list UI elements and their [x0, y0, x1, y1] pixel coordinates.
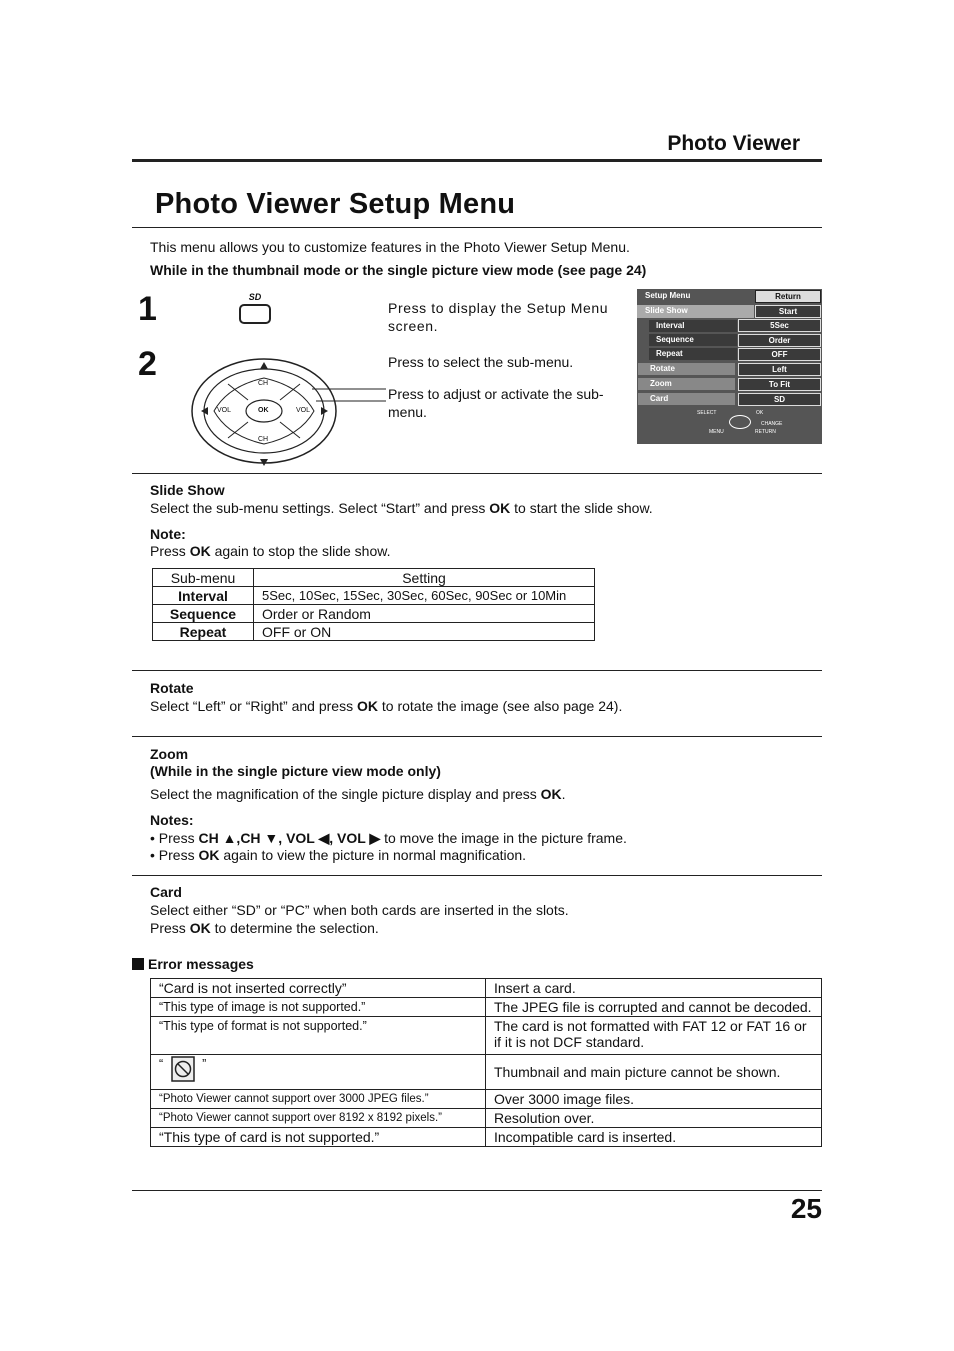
- vol-left-label: VOL: [217, 407, 232, 414]
- zoom-heading: Zoom: [150, 746, 189, 762]
- table-row: “ ” Thumbnail and main picture cannot be shown.: [151, 1055, 822, 1090]
- menu-row-value: SD: [738, 393, 821, 406]
- intro-condition: While in the thumbnail mode or the single picture view mode (see page 24): [150, 262, 647, 278]
- menu-footer-ok: OK: [756, 410, 764, 416]
- slideshow-note-heading: Note:: [150, 526, 186, 542]
- zoom-note-1: • Press CH ▲,CH ▼, VOL ◀, VOL ▶ to move the image in the picture frame.: [150, 830, 627, 846]
- menu-row-label: Card: [650, 394, 669, 403]
- table-row: “This type of card is not supported.” Incompatible card is inserted.: [151, 1128, 822, 1147]
- menu-footer-select: SELECT: [697, 410, 717, 416]
- menu-return: Return: [755, 290, 821, 303]
- table-row: “This type of format is not supported.” The card is not formatted with FAT 12 or FAT 16 or if it is not DCF standard.: [151, 1017, 822, 1055]
- menu-row-value: Start: [755, 305, 821, 318]
- card-text-1: Select either “SD” or “PC” when both cards are inserted in the slots.: [150, 902, 569, 918]
- table-row: “Photo Viewer cannot support over 3000 JPEG files.” Over 3000 image files.: [151, 1090, 822, 1109]
- slideshow-heading: Slide Show: [150, 482, 225, 498]
- table-header: Sub-menu: [153, 569, 254, 587]
- table-header-row: [153, 569, 595, 587]
- menu-footer-return: RETURN: [755, 429, 776, 435]
- rotate-heading: Rotate: [150, 680, 194, 696]
- step1-text: Press to display the Setup Menu screen.: [388, 300, 609, 334]
- zoom-notes-heading: Notes:: [150, 812, 194, 828]
- error-messages-table: [150, 978, 822, 1147]
- table-row: “Card is not inserted correctly” Insert a card.: [151, 979, 822, 998]
- menu-row-value: Left: [738, 363, 821, 376]
- menu-row-label: Rotate: [650, 364, 675, 373]
- menu-row-label: Sequence: [656, 335, 694, 344]
- table-row: “Photo Viewer cannot support over 8192 x 8192 pixels.” Resolution over.: [151, 1109, 822, 1128]
- menu-row-value: 5Sec: [738, 319, 821, 332]
- broken-picture-icon: [171, 1056, 195, 1082]
- menu-row-value: To Fit: [738, 378, 821, 391]
- table-header: Setting: [254, 569, 595, 587]
- square-bullet-icon: [132, 958, 144, 970]
- header-rule: [132, 159, 822, 162]
- footer-rule: [132, 1190, 822, 1191]
- page-title: Photo Viewer Setup Menu: [155, 188, 516, 220]
- step2-text-b: Press to adjust or activate the sub-menu.: [388, 386, 604, 420]
- section-rule: [132, 736, 822, 737]
- vol-right-label: VOL: [296, 407, 311, 414]
- step-number-1: 1: [138, 290, 157, 328]
- card-heading: Card: [150, 884, 182, 900]
- menu-row-label: Repeat: [656, 349, 683, 358]
- submenu-table: [152, 568, 595, 641]
- zoom-text: Select the magnification of the single picture display and press OK.: [150, 786, 566, 802]
- ok-label: OK: [258, 407, 269, 414]
- zoom-subheading: (While in the single picture view mode only): [150, 763, 441, 779]
- ch-up-label: CH: [258, 380, 269, 387]
- menu-row-label: Interval: [656, 321, 685, 330]
- menu-row-label: Slide Show: [645, 306, 688, 315]
- section-rule: [132, 875, 822, 876]
- card-text-2: Press OK to determine the selection.: [150, 920, 379, 936]
- rotate-text: Select “Left” or “Right” and press OK to rotate the image (see also page 24).: [150, 698, 623, 714]
- zoom-note-2: • Press OK again to view the picture in normal magnification.: [150, 847, 527, 863]
- menu-row-value: OFF: [738, 348, 821, 361]
- intro-text: This menu allows you to customize features in the Photo Viewer Setup Menu.: [150, 239, 630, 255]
- section-rule: [132, 670, 822, 671]
- section-title: Photo Viewer: [667, 132, 800, 155]
- step2-text-a: Press to select the sub-menu.: [388, 354, 574, 370]
- menu-row-label: Zoom: [650, 379, 672, 388]
- errors-heading: Error messages: [148, 956, 254, 972]
- page-number: 25: [790, 1193, 822, 1224]
- step-number-2: 2: [138, 345, 157, 383]
- menu-dpad-icon: [729, 415, 751, 429]
- menu-footer-change: CHANGE: [761, 421, 783, 427]
- menu-row-value: Order: [738, 334, 821, 347]
- ch-down-label: CH: [258, 436, 269, 443]
- table-row: Repeat OFF or ON: [153, 623, 595, 641]
- table-row: Interval 5Sec, 10Sec, 15Sec, 30Sec, 60Sec, 90Sec or 10Min: [153, 587, 595, 605]
- title-rule: [132, 227, 822, 228]
- menu-title: Setup Menu: [645, 291, 691, 300]
- section-rule: [132, 473, 822, 474]
- slideshow-text: Select the sub-menu settings. Select “Start” and press OK to start the slide show.: [150, 500, 653, 516]
- sd-button-icon: SD: [238, 292, 272, 324]
- menu-footer-menu: MENU: [709, 429, 724, 435]
- table-row: “This type of image is not supported.” The JPEG file is corrupted and cannot be decoded.: [151, 998, 822, 1017]
- table-row: Sequence Order or Random: [153, 605, 595, 623]
- slideshow-note-text: Press OK again to stop the slide show.: [150, 543, 391, 559]
- setup-menu-screen: [637, 289, 822, 444]
